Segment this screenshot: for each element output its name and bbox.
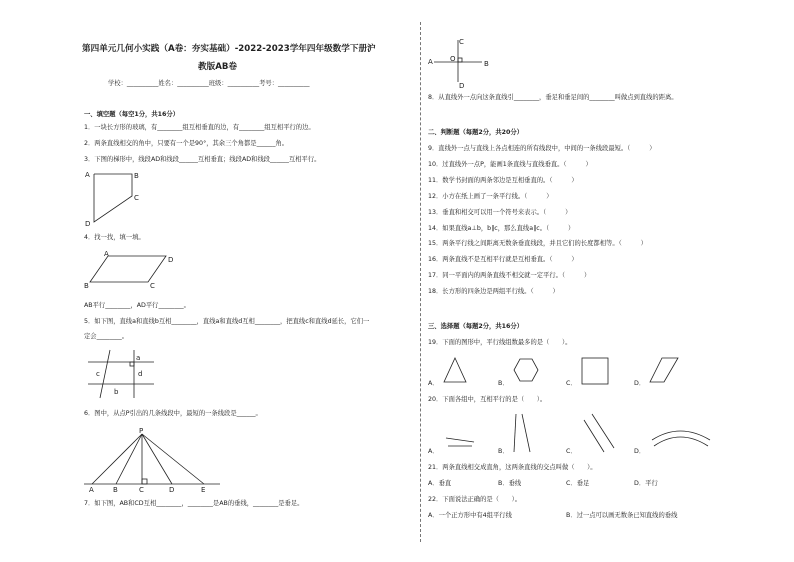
label-p: P (139, 427, 144, 435)
question-7: 7．如下图，AB和CD互相________，________是AB的垂线，________是垂足。 (84, 500, 304, 507)
label-o: O (450, 55, 456, 63)
question-16: 16．两条直线不是互相平行就是互相垂直。（ ） (428, 256, 578, 263)
question-5: 5．如下图，直线a和直线b互相________，直线a和直线d互相________，把直线c和直线d延长，它们一 (84, 318, 370, 325)
question-15: 15．两条平行线之间距离无数条垂直线段，并且它们的长度都相等。（ ） (428, 240, 647, 247)
q20-option-a-label: A． (428, 448, 439, 455)
label-c: C (459, 38, 464, 46)
question-5-cont: 定会________。 (84, 333, 129, 340)
label-a: A (85, 171, 90, 179)
parallelogram-shape (648, 356, 682, 386)
question-10: 10．过直线外一点P，能画1条直线与直线垂直。（ ） (428, 161, 592, 168)
question-3: 3．下图的梯形中，线段AD和线段______互相垂直；线段AD和线段______互相平行。 (84, 156, 321, 163)
q20-option-d-label: D． (634, 448, 646, 455)
q21-option-b: B．垂线 (498, 480, 522, 487)
right-angle-mark (130, 362, 134, 366)
label-d: D (85, 220, 91, 228)
label-a: a (136, 354, 141, 362)
q5-lines-figure (88, 346, 158, 402)
question-1: 1．一块长方形的玻璃，有________组互相垂直的边，有________组互相平行的边。 (84, 124, 315, 131)
question-11: 11．数学书封面的两条邻边是互相垂直的。（ ） (428, 177, 578, 184)
q22-option-b: B．过一点可以画无数条已知直线的垂线 (566, 512, 678, 519)
question-13: 13．垂直和相交可以用一个符号来表示。（ ） (428, 209, 572, 216)
label-d: D (169, 486, 175, 494)
q19-option-b-label: B． (498, 380, 509, 387)
right-angle-mark (142, 479, 147, 484)
q6-segments-figure (84, 428, 224, 492)
question-18: 18．长方形的四条边是两组平行线。（ ） (428, 288, 559, 295)
section-fill-blank-heading: 一、填空题（每空1分，共16分） (84, 111, 180, 118)
column-divider (420, 22, 421, 542)
question-17: 17．同一平面内的两条直线不相交就一定平行。（ ） (428, 272, 591, 279)
page-title: 第四单元几何小实践（A卷：夯实基础）-2022-2023学年四年级数学下册沪 (82, 44, 376, 54)
question-4: 4．找一找，填一填。 (84, 234, 145, 241)
question-6: 6．图中，从点P引出的几条线段中，最短的一条线段是______。 (84, 410, 262, 417)
section-judge-heading: 二、判断题（每题2分，共20分） (428, 129, 524, 136)
question-20: 20．下面各组中，互相平行的是（ ）。 (428, 396, 547, 403)
label-a: A (89, 486, 94, 494)
question-2: 2．两条直线相交的角中，只要有一个是90°，其余三个角都是______角。 (84, 140, 289, 147)
question-14: 14．如果直线a⊥b，b∥c，那么直线a∥c。（ ） (428, 225, 575, 232)
section-choice-heading: 三、选择题（每题2分，共16分） (428, 323, 524, 330)
line-c (100, 350, 110, 398)
square-shape (580, 356, 610, 386)
parallelogram-outline (90, 256, 166, 282)
label-c: C (139, 486, 144, 494)
line-pair-d (648, 420, 718, 460)
line-pair-c (578, 410, 622, 456)
label-c: c (96, 370, 100, 378)
line-pair-b (508, 410, 548, 456)
q21-option-d: D．平行 (634, 480, 658, 487)
label-e: E (201, 486, 206, 494)
q7-perpendicular-figure (428, 36, 498, 88)
question-12: 12．小方在纸上画了一条平行线。（ ） (428, 193, 553, 200)
label-b: b (114, 388, 119, 396)
label-b: B (134, 172, 139, 180)
q20-option-c-label: C． (566, 448, 577, 455)
label-b: B (113, 486, 118, 494)
q19-option-d-label: D． (634, 380, 646, 387)
label-c: C (134, 194, 139, 202)
label-d: D (168, 256, 174, 264)
q3-trapezoid-figure (84, 168, 164, 228)
question-19: 19．下面的图形中，平行线组数最多的是（ ）。 (428, 339, 572, 346)
question-4-answer: AB平行________，AD平行________。 (84, 302, 190, 309)
trapezoid-outline (94, 174, 132, 222)
student-info-line: 学校：__________姓名：__________班级：__________考号：__________ (108, 80, 310, 87)
line-pair-a (442, 416, 482, 456)
question-21: 21．两条直线相交成直角，这两条直线的交点叫做（ ）。 (428, 464, 597, 471)
q21-option-a: A．垂直 (428, 480, 452, 487)
label-d: D (459, 82, 465, 90)
q21-option-c: C．垂足 (566, 480, 590, 487)
q22-option-a: A．一个正方形中有4组平行线 (428, 512, 512, 519)
label-a: A (104, 250, 109, 258)
question-9: 9．直线外一点与直线上各点相连的所有线段中，中间的一条线段最短。（ ） (428, 145, 656, 152)
triangle-shape (442, 356, 472, 386)
q19-option-c-label: C． (566, 380, 577, 387)
question-22: 22．下面说法正确的是（ ）。 (428, 496, 522, 503)
q20-option-b-label: B． (498, 448, 509, 455)
page-title-line2: 教版AB卷 (198, 62, 237, 72)
q4-parallelogram-figure (84, 250, 174, 290)
label-b: B (84, 282, 89, 290)
right-angle-mark (458, 58, 462, 62)
label-c: C (150, 282, 155, 290)
q19-option-a-label: A． (428, 380, 439, 387)
hexagon-shape (512, 356, 542, 386)
label-a: A (428, 58, 433, 66)
label-d: d (138, 370, 143, 378)
label-b: B (484, 60, 489, 68)
question-8: 8．从直线外一点向这条直线引________，垂足和垂足间的________叫做点到直线的距离。 (428, 94, 678, 101)
